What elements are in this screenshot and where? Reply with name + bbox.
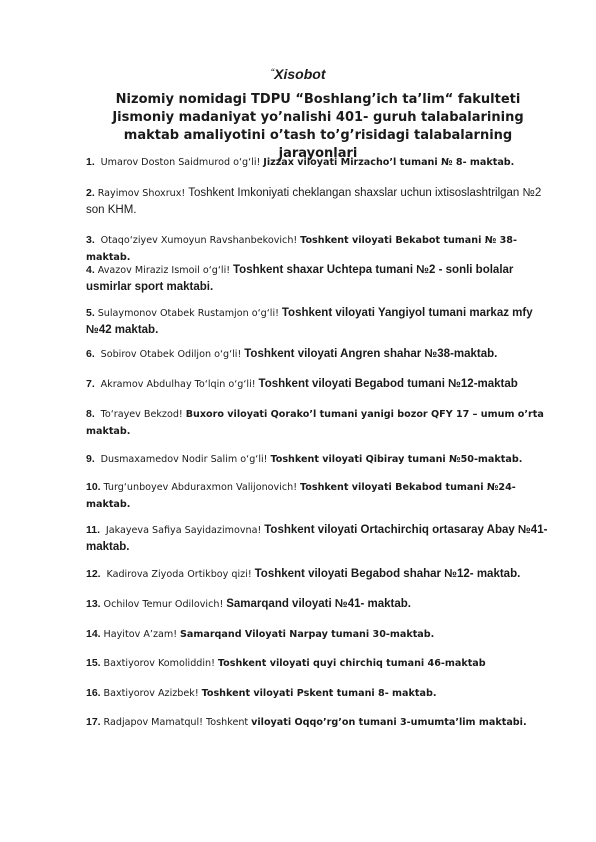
student-name: Jakayeva Safiya Sayidazimovna! [105,525,262,536]
list-item [86,185,556,218]
item-number: 2. [86,187,95,199]
list-item [86,346,556,363]
item-number: 14. [86,628,101,640]
student-name: Kadirova Ziyoda Ortikboy qizi! [106,569,252,580]
item-number: 7. [86,378,95,390]
school-name: Toshkent viloyati Yangiyol tumani markaz mfy №42 maktab. [86,307,533,336]
item-number: 8. [86,408,95,420]
item-number: 1. [86,156,95,168]
list-item [86,305,556,338]
school-name: viloyati Oqqo’rg’on tumani 3-umumta’lim maktabi. [251,717,527,728]
list-item [86,566,556,583]
student-name: Baxtiyorov Azizbek! [103,688,199,699]
student-name: Sulaymonov Otabek Rustamjon o‘g‘li! [97,308,279,319]
student-name: Ochilov Temur Odilovich! [103,599,224,610]
student-name: Avazov Miraziz Ismoil o‘g‘li! [97,265,231,276]
item-number: 15. [86,657,101,669]
item-number: 12. [86,568,101,580]
title-text: Xisobot [274,66,326,82]
school-name: Buxoro viloyati Qorako’l tumani yanigi bozor QFY 17 – umum o’rta maktab. [86,409,544,437]
school-name: Toshkent viloyati Pskent tumani 8- maktab. [201,688,437,699]
school-name: Toshkent viloyati Begabod tumani №12-maktab [258,378,518,390]
document-heading: Nizomiy nomidagi TDPU “Boshlang’ich ta’lim“ fakulteti Jismoniy madaniyat yo’nalishi 401- guruh talabalarining maktab amaliyotini o’tash to’g’risidagi talabalarning jarayonlari [112,92,524,161]
school-name: Samarqand Viloyati Narpay tumani 30-maktab. [179,629,435,640]
student-name: Sobirov Otabek Odiljon o‘g‘li! [100,349,242,360]
school-name: Toshkent viloyati Bekabod tumani №24-maktab. [86,482,516,510]
list-item [86,479,556,513]
school-name: Toshkent viloyati Angren shahar №38-maktab. [244,348,498,360]
school-name: Samarqand viloyati №41- maktab. [226,598,411,610]
list-item [86,451,556,468]
item-number: 13. [86,598,101,610]
list-item [86,596,556,613]
list-item [86,406,556,440]
student-name: Radjapov Mamatqul! Toshkent [103,717,249,728]
school-name: Jizzax viloyati Mirzacho’l tumani № 8- maktab. [263,157,515,168]
school-name: Toshkent shaxar Uchtepa tumani №2 - sonli bolalar usmirlar sport maktabi. [86,264,514,293]
student-name: Baxtiyorov Komoliddin! [103,658,215,669]
student-name: Turg‘unboyev Abduraxmon Valijonovich! [103,482,298,493]
student-name: To‘rayev Bekzod! [100,409,183,420]
school-name: Toshkent Imkoniyati cheklangan shaxslar uchun ixtisoslashtrilgan №2 son KHM. [86,187,542,216]
school-name: Toshkent viloyati Bekabot tumani № 38- maktab. [86,235,517,263]
list-item [86,232,556,266]
school-name: Toshkent viloyati Begabod shahar №12- maktab. [254,568,521,580]
student-name: Umarov Doston Saidmurod o‘g‘li! [100,157,261,168]
student-name: Rayimov Shoxrux! [97,188,186,199]
student-name: Akramov Abdulhay To‘lqin o‘g‘li! [100,379,256,390]
item-number: 9. [86,453,95,465]
student-name: Otaqo‘ziyev Xumoyun Ravshanbekovich! [100,235,298,246]
school-name: Toshkent viloyati Qibiray tumani №50-maktab. [270,454,523,465]
item-number: 10. [86,481,101,493]
title-quote-mark: “ [270,67,275,79]
document-title [0,66,596,82]
item-number: 4. [86,264,95,276]
list-item [86,376,556,393]
item-number: 6. [86,348,95,360]
list-item [86,262,556,295]
list-item [86,655,556,672]
list-item [86,685,556,702]
school-name: Toshkent viloyati quyi chirchiq tumani 46-maktab [217,658,486,669]
item-number: 3. [86,234,95,246]
list-item [86,714,556,731]
school-name: Toshkent viloyati Ortachirchiq ortasaray Abay №41- maktab. [86,524,548,553]
student-name: Dusmaxamedov Nodir Salim o‘g‘li! [100,454,268,465]
list-item [86,154,556,171]
item-number: 5. [86,307,95,319]
student-name: Hayitov A’zam! [103,629,178,640]
list-item [86,522,556,555]
item-number: 11. [86,524,101,536]
item-number: 16. [86,687,101,699]
item-number: 17. [86,716,101,728]
list-item [86,626,556,643]
